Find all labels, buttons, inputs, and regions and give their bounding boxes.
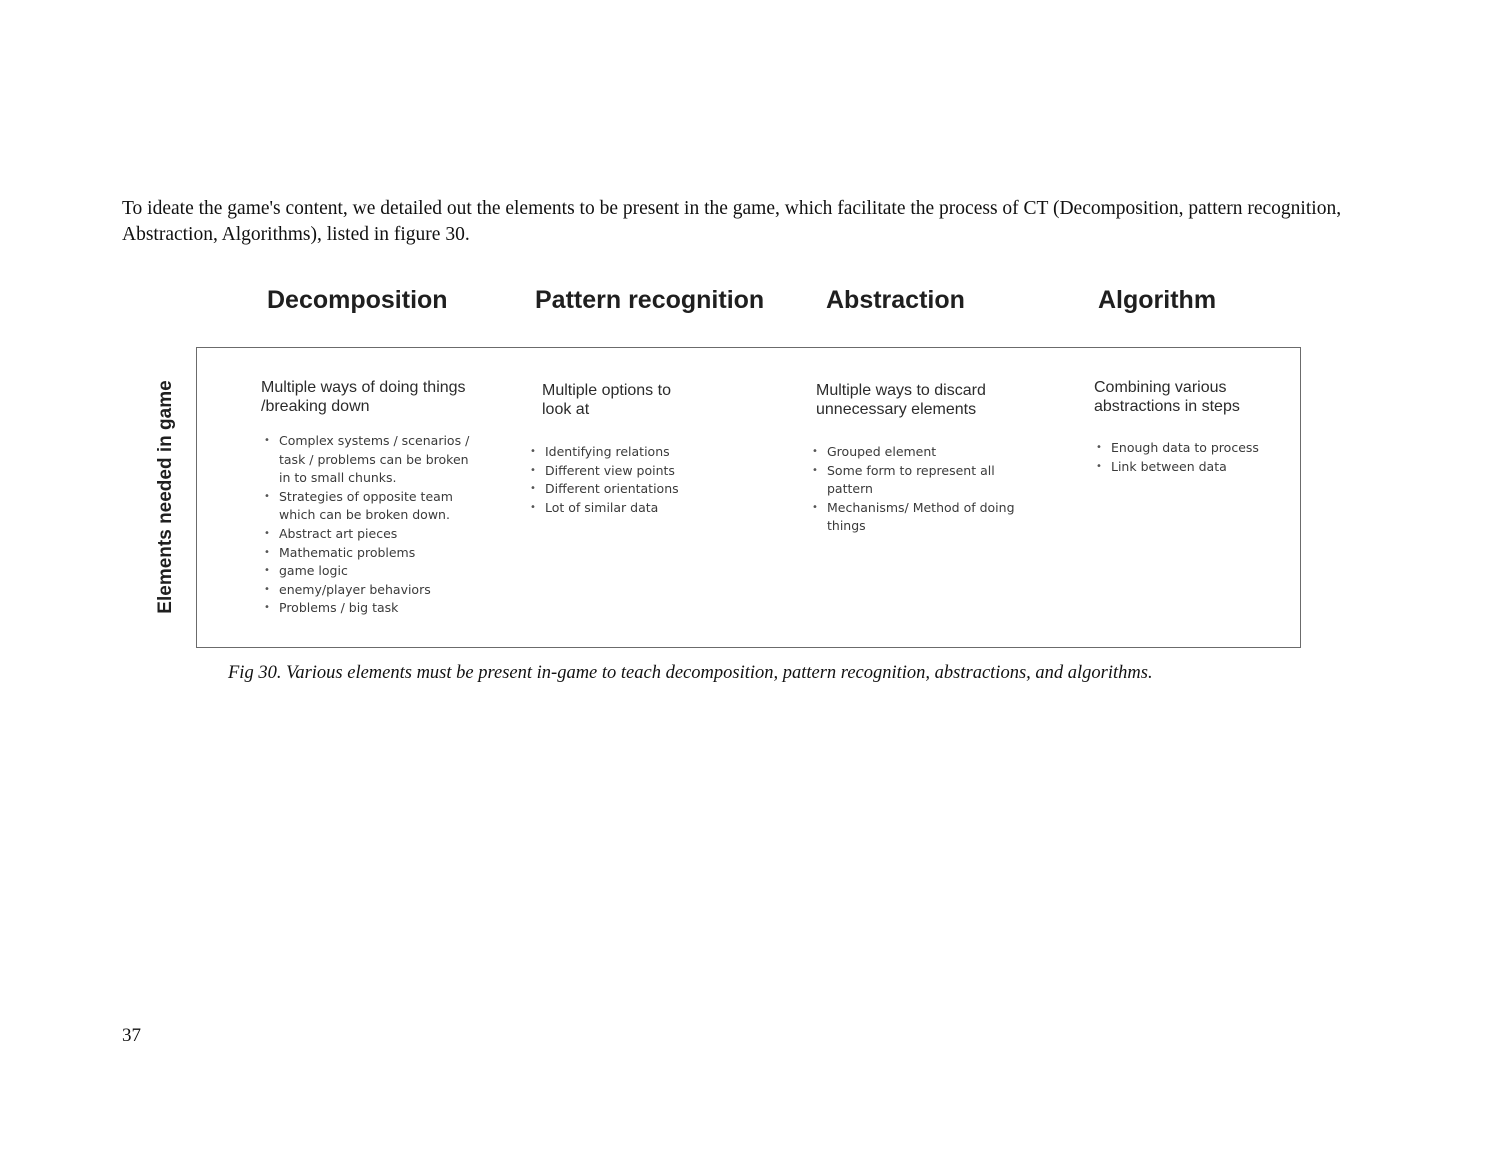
list-item: • Mechanisms/ Method of doing things [809,499,1019,536]
row-label: Elements needed in game [155,380,176,614]
subheading-pattern-recognition: Multiple options to look at [542,382,671,418]
column-pattern-recognition [542,381,742,517]
list-item: • game logic [261,562,473,581]
list-item: • Different orientations [527,480,727,499]
list-item: • Grouped element [809,443,1019,462]
column-decomposition [261,378,481,618]
list-item: • Abstract art pieces [261,525,473,544]
figure-caption: Fig 30. Various elements must be present in-game to teach decomposition, pattern recognition, abstractions, and algorithms. [228,663,1153,683]
heading-abstraction: Abstraction [826,286,965,314]
list-abstraction [809,443,1019,536]
subheading-decomposition: Multiple ways of doing things /breaking down [261,379,466,415]
list-item: • Mathematic problems [261,544,473,563]
subheading-abstraction: Multiple ways to discard unnecessary elements [816,382,986,418]
list-item: • enemy/player behaviors [261,581,473,600]
list-item: • Problems / big task [261,599,473,618]
intro-paragraph: To ideate the game's content, we detailed out the elements to be present in the game, which facilitate the process of CT (Decomposition, pattern recognition, Abstraction, Algorithms), listed in figure 30. [122,198,1342,245]
column-algorithm [1094,378,1284,476]
heading-pattern-recognition: Pattern recognition [535,286,765,314]
list-algorithm [1093,439,1283,476]
list-decomposition [261,432,473,618]
list-item: • Complex systems / scenarios / task / problems can be broken in to small chunks. [261,432,473,488]
list-item: • Enough data to process [1093,439,1283,458]
column-abstraction [816,381,1036,536]
subheading-algorithm: Combining various abstractions in steps [1094,379,1240,415]
list-item: • Lot of similar data [527,499,727,518]
list-item: • Different view points [527,462,727,481]
list-item: • Some form to represent all pattern [809,462,1019,499]
list-item: • Link between data [1093,458,1283,477]
list-item: • Strategies of opposite team which can be broken down. [261,488,473,525]
list-item: • Identifying relations [527,443,727,462]
page-number: 37 [122,1025,141,1046]
list-pattern-recognition [527,443,727,517]
heading-algorithm: Algorithm [1098,286,1217,314]
heading-decomposition: Decomposition [267,286,448,314]
